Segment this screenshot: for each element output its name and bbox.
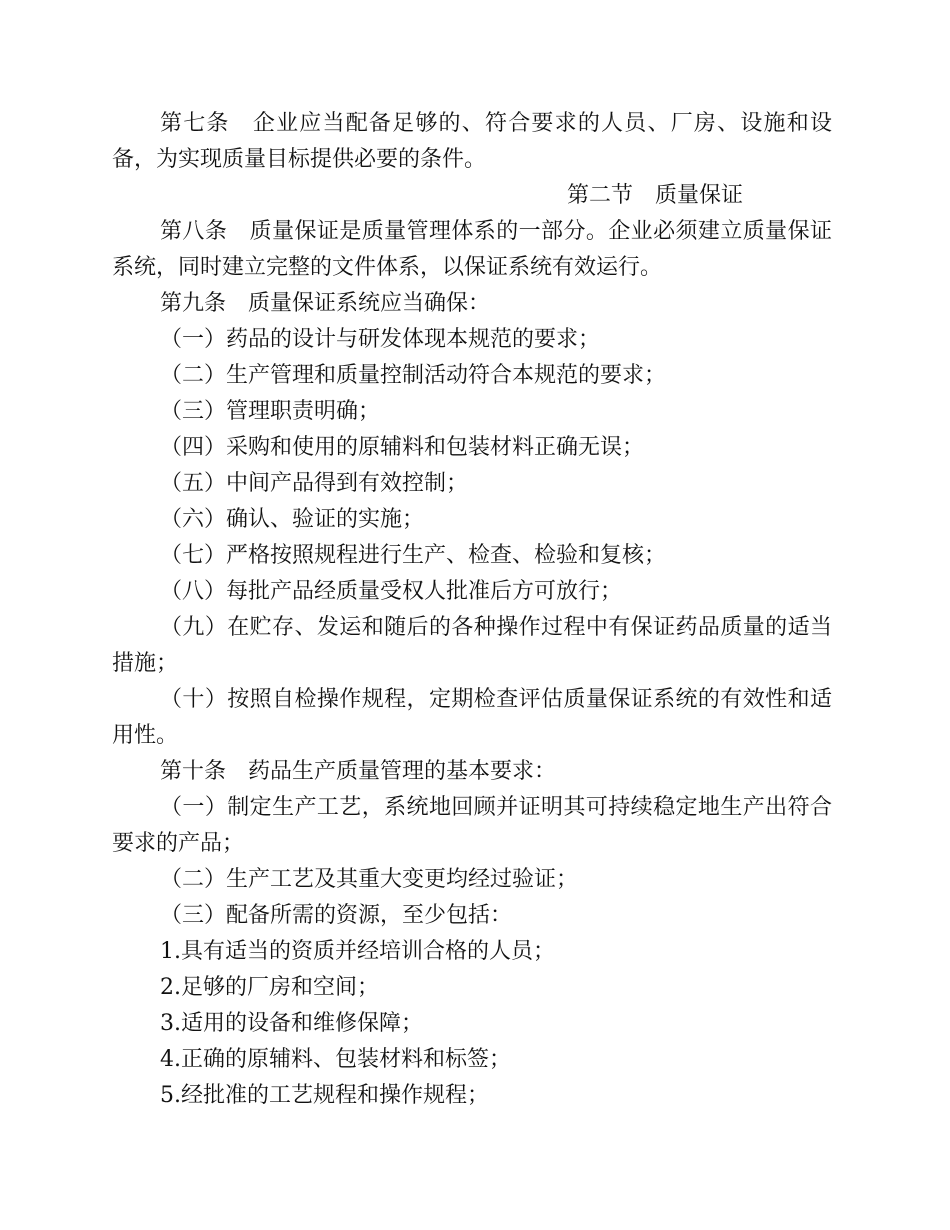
- list-item: （三）管理职责明确；: [160, 399, 381, 424]
- section-label: 第二节: [567, 183, 634, 208]
- list-item: （七）严格按照规程进行生产、检查、检验和复核；: [160, 543, 667, 568]
- article-text: 质量保证是质量管理体系的一部分。企业必须建立质量保证系统，同时建立完整的文件体系，以保证系统有效运行。: [112, 219, 832, 280]
- article-label: 第九条: [160, 291, 227, 316]
- list-item: （一）制定生产工艺，系统地回顾并证明其可持续稳定地生产出符合要求的产品；: [112, 795, 832, 856]
- list-item: 5.经批准的工艺规程和操作规程；: [160, 1083, 489, 1108]
- list-item: （十）按照自检操作规程，定期检查评估质量保证系统的有效性和适用性。: [112, 687, 832, 748]
- article-text: 质量保证系统应当确保：: [248, 291, 491, 316]
- article-text: 药品生产质量管理的基本要求：: [248, 759, 557, 784]
- article-9: [112, 286, 832, 322]
- list-item: （二）生产管理和质量控制活动符合本规范的要求；: [160, 363, 667, 388]
- article-7: [112, 106, 832, 178]
- article-8: [112, 214, 832, 286]
- list-item: （一）药品的设计与研发体现本规范的要求；: [160, 327, 601, 352]
- article-label: 第八条: [160, 219, 228, 244]
- article-10: [112, 754, 832, 790]
- article-label: 第七条: [160, 111, 230, 136]
- section-title: 质量保证: [655, 183, 744, 208]
- list-item: （九）在贮存、发运和随后的各种操作过程中有保证药品质量的适当措施；: [112, 615, 832, 676]
- list-item: （三）配备所需的资源，至少包括：: [160, 903, 513, 928]
- list-item: （二）生产工艺及其重大变更均经过验证；: [160, 867, 579, 892]
- list-item: 4.正确的原辅料、包装材料和标签；: [160, 1047, 511, 1072]
- article-text: 企业应当配备足够的、符合要求的人员、厂房、设施和设备，为实现质量目标提供必要的条件。: [112, 111, 832, 172]
- section-heading: [112, 178, 832, 214]
- list-item: （八）每批产品经质量受权人批准后方可放行；: [160, 579, 623, 604]
- article-label: 第十条: [160, 759, 227, 784]
- list-item: 1.具有适当的资质并经培训合格的人员；: [160, 939, 555, 964]
- list-item: （六）确认、验证的实施；: [160, 507, 425, 532]
- list-item: 2.足够的厂房和空间；: [160, 975, 379, 1000]
- list-item: 3.适用的设备和维修保障；: [160, 1011, 423, 1036]
- document-body: [112, 106, 832, 1114]
- list-item: （五）中间产品得到有效控制；: [160, 471, 469, 496]
- list-item: （四）采购和使用的原辅料和包装材料正确无误；: [160, 435, 645, 460]
